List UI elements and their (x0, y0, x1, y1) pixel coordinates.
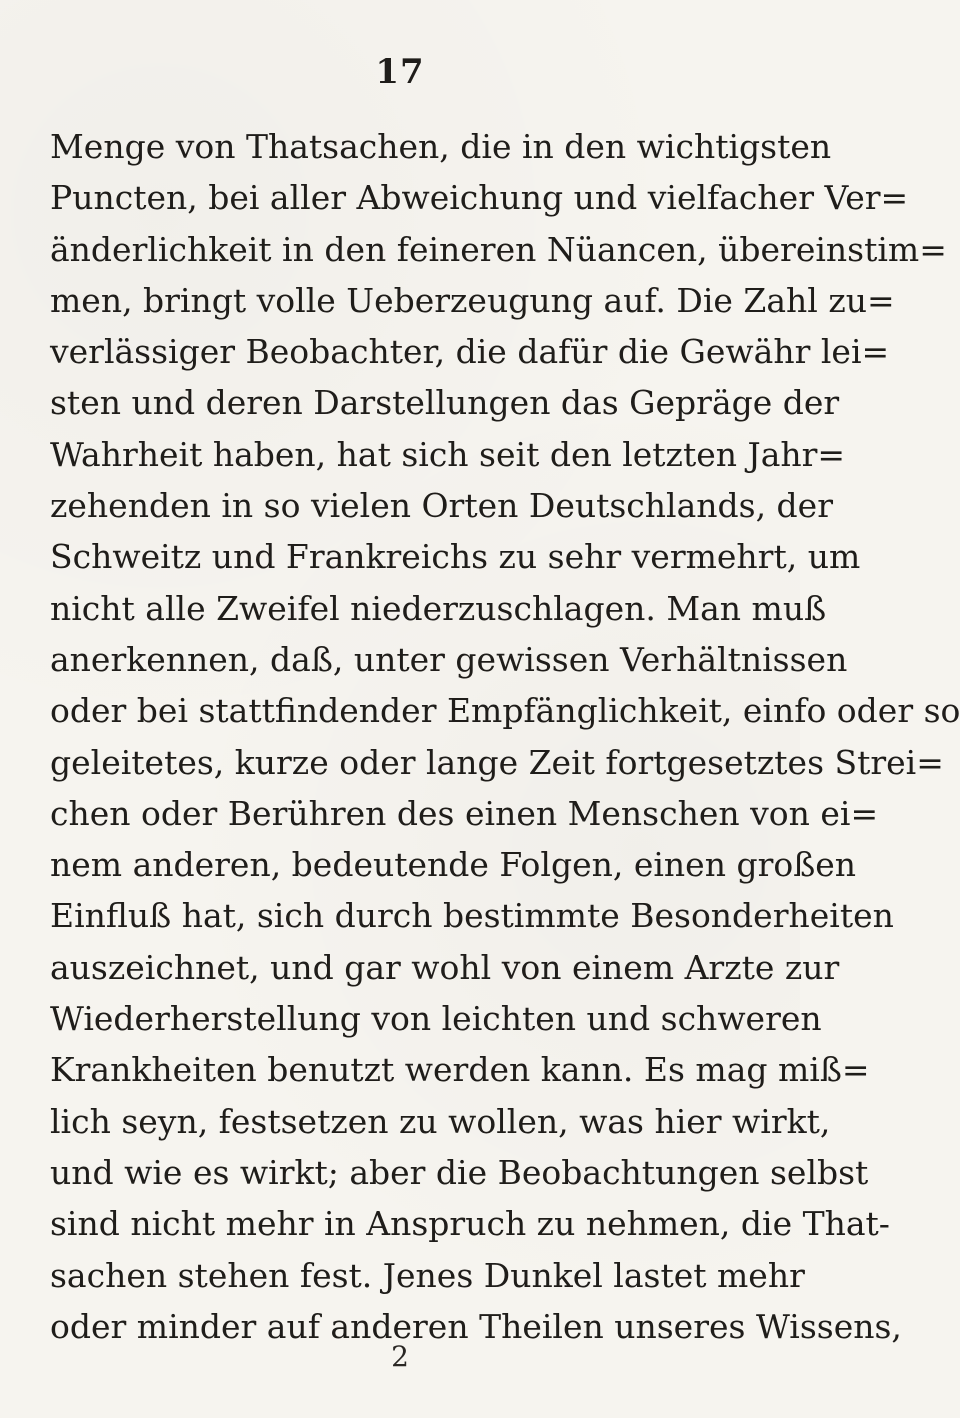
text-line: geleitetes, kurze oder lange Zeit fortgesetztes Strei= (50, 742, 944, 782)
text-line: Menge von Thatsachen, die in den wichtigsten (50, 127, 832, 166)
text-line: zehenden in so vielen Orten Deutschlands, der (50, 486, 833, 526)
page-number: 17 (375, 52, 425, 92)
text-line: Wahrheit haben, hat sich seit den letzten Jahr= (50, 434, 846, 474)
text-line: sachen stehen fest. Jenes Dunkel lastet mehr (50, 1255, 805, 1295)
text-line: verlässiger Beobachter, die dafür die Gewähr lei= (50, 332, 890, 372)
text-line: nicht alle Zweifel niederzuschlagen. Man muß (50, 588, 827, 628)
text-line: chen oder Berühren des einen Menschen von ei= (50, 793, 879, 833)
text-line: auszeichnet, und gar wohl von einem Arzte zur (50, 947, 840, 987)
text-line: anerkennen, daß, unter gewissen Verhältnissen (50, 639, 848, 679)
text-line: Puncten, bei aller Abweichung und vielfacher Ver= (50, 178, 909, 218)
signature-mark: 2 (391, 1340, 409, 1373)
text-line: änderlichkeit in den feineren Nüancen, übereinstim= (50, 229, 947, 269)
text-line: men, bringt volle Ueberzeugung auf. Die Zahl zu= (50, 280, 895, 320)
text-line: nem anderen, bedeutende Folgen, einen großen (50, 845, 857, 885)
text-line: oder minder auf anderen Theilen unseres Wissens, (50, 1306, 902, 1346)
text-line: oder bei stattfindender Empfänglichkeit, einfo oder so (50, 691, 960, 731)
text-line: Krankheiten benutzt werden kann. Es mag miß= (50, 1050, 870, 1090)
body-text (50, 121, 960, 1352)
text-line: und wie es wirkt; aber die Beobachtungen selbst (50, 1152, 869, 1192)
text-line: lich seyn, festsetzen zu wollen, was hier wirkt, (50, 1101, 831, 1141)
text-line: sind nicht mehr in Anspruch zu nehmen, die That- (50, 1204, 890, 1244)
text-line: Einfluß hat, sich durch bestimmte Besonderheiten (50, 896, 894, 936)
text-line: Wiederherstellung von leichten und schweren (50, 999, 822, 1039)
text-line: sten und deren Darstellungen das Gepräge der (50, 383, 840, 423)
text-line: Schweitz und Frankreichs zu sehr vermehrt, um (50, 537, 861, 577)
